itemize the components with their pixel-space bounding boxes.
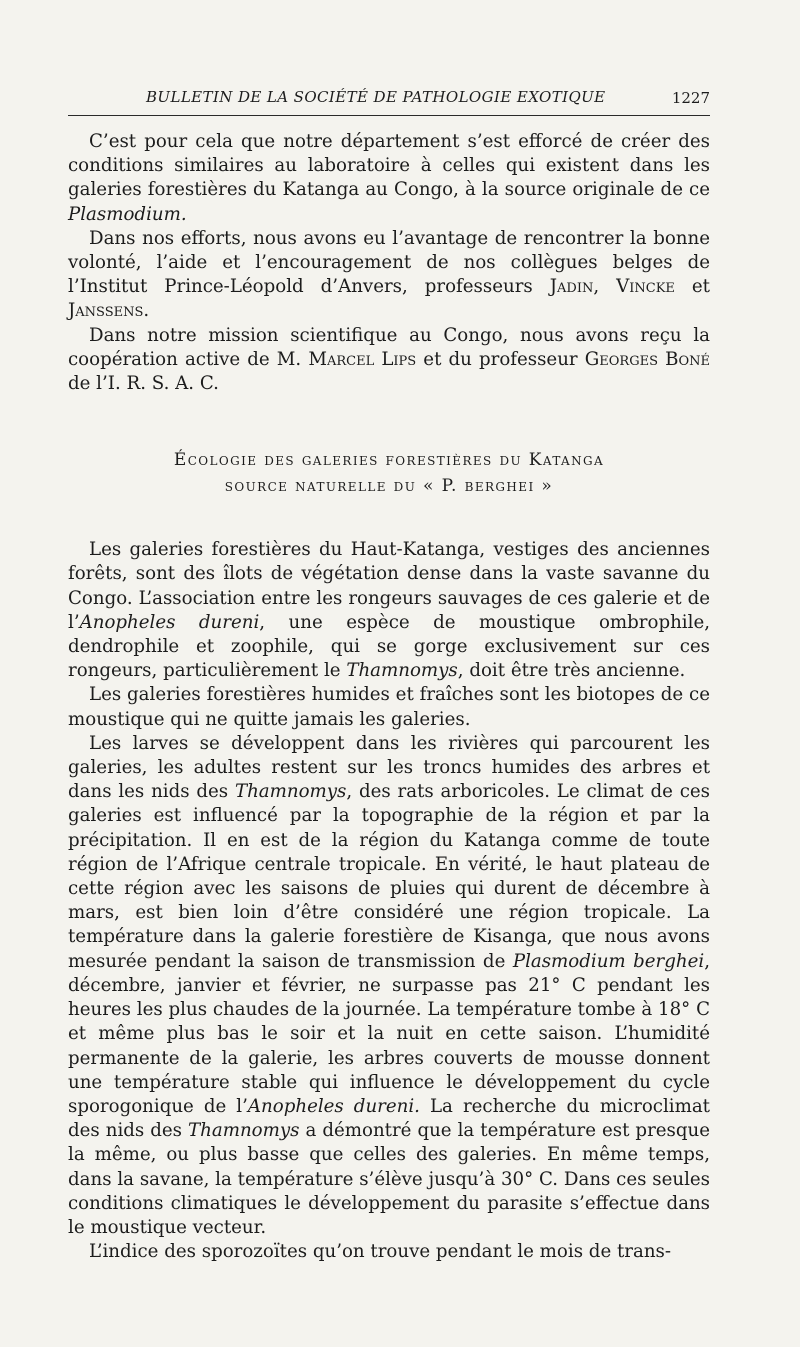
section-heading-line-1: Écologie des galeries forestières du Katanga xyxy=(173,450,605,471)
paragraph-7: L’indice des sporozoïtes qu’on trouve pendant le mois de trans- xyxy=(89,1241,672,1263)
paragraph-3: Dans notre mission scientifique au Congo, nous avons reçu la coopération active de M. Marcel Lips et du professeur Georges Boné de l’I. R. S. A. C. xyxy=(68,324,710,395)
paragraph-4: Les galeries forestières du Haut-Katanga, vestiges des anciennes forêts, sont des îlots de végétation dense dans la vaste savanne du Congo. L’association entre les rongeurs sauvages de ces galerie et de l’Anopheles dureni, une espèce de moustique ombrophile, dendrophile et zoophile, qui se gorge exclusivement sur ces rongeurs, particulièrement le Thamnomys, doit être très ancienne. xyxy=(68,539,710,682)
paragraph-1: C’est pour cela que notre département s’est efforcé de créer des conditions similaires au laboratoire à celles qui existent dans les galeries forestières du Katanga au Congo, à la source originale de ce Plasmodium. xyxy=(68,131,710,225)
section-heading xyxy=(68,447,710,499)
running-header xyxy=(68,88,710,110)
paragraph-6: Les larves se développent dans les rivières qui parcourent les galeries, les adultes restent sur les troncs humides des arbres et dans les nids des Thamnomys, des rats arboricoles. Le climat de ces galeries est influencé par la topographie de la région et par la précipitation. Il en est de la région du Katanga comme de toute région de l’Afrique centrale tropicale. En vérité, le haut plateau de cette région avec les saisons de pluies qui durent de décembre à mars, est bien loin d’être considéré une région tropicale. La température dans la galerie forestière de Kisanga, que nous avons mesurée pendant la saison de transmission de Plasmodium berghei, décembre, janvier et février, ne surpasse pas 21° C pendant les heures les plus chaudes de la journée. La température tombe à 18° C et même plus bas le soir et la nuit en cette saison. L’humidité permanente de la galerie, les arbres couverts de mousse donnent une température stable qui influence le développement du cycle sporogonique de l’Anopheles dureni. La recherche du microclimat des nids des Thamnomys a démontré que la température est presque la même, ou plus basse que celles des galeries. En même temps, dans la savane, la température s’élève jusqu’à 30° C. Dans ces seules conditions climatiques le développement du parasite s’effectue dans le moustique vecteur. xyxy=(68,732,710,1238)
header-rule xyxy=(68,115,710,116)
section-heading-line-2: source naturelle du « P. berghei » xyxy=(224,476,554,497)
paragraph-5: Les galeries forestières humides et fraîches sont les biotopes de ce moustique qui ne quitte jamais les galeries. xyxy=(68,684,710,730)
journal-title: BULLETIN DE LA SOCIÉTÉ DE PATHOLOGIE EXOTIQUE xyxy=(146,88,606,106)
body-text xyxy=(68,130,710,1264)
paragraph-2: Dans nos efforts, nous avons eu l’avantage de rencontrer la bonne volonté, l’aide et l’encouragement de nos collègues belges de l’Institut Prince-Léopold d’Anvers, professeurs Jadin, Vincke et Janssens. xyxy=(68,227,710,322)
page-number: 1227 xyxy=(671,89,710,107)
